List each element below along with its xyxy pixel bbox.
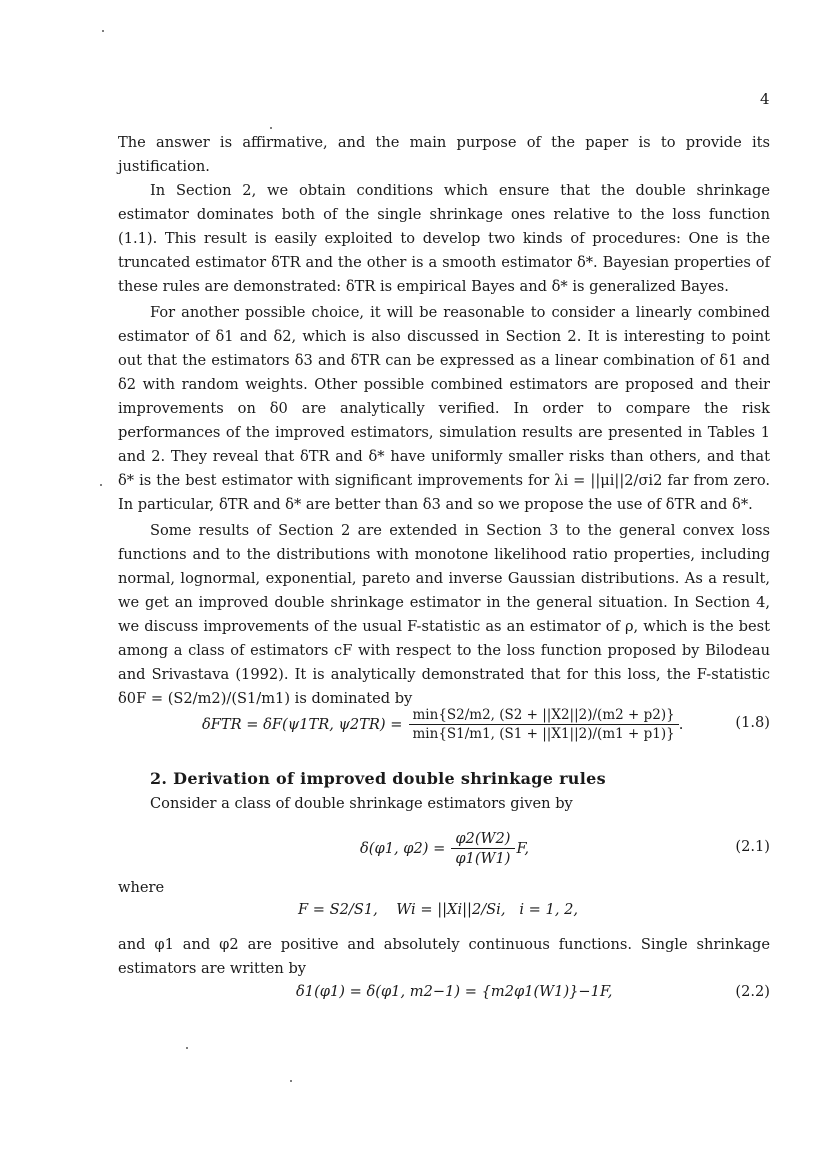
eq-1-8-fraction xyxy=(409,707,679,742)
eq-1-8-numerator: min{S2/m2, (S2 + ||X2||2)/(m2 + p2)} xyxy=(409,707,679,725)
eq-2-1-denominator: φ1(W1) xyxy=(455,849,511,867)
where-equation-text: F = S2/S1, Wi = ||Xi||2/Si, i = 1, 2, xyxy=(298,901,579,918)
scan-speck xyxy=(100,484,102,486)
eq-2-2-label: (2.2) xyxy=(735,983,770,1000)
paragraph-2: In Section 2, we obtain conditions which ensure that the double shrinkage estimator dominates both of the single shrinkage ones relative to the loss function (1.1). This result is easily exploited to develop two kinds of procedures: One is the truncated estimator δTR and the other is a smooth estimator δ*. Bayesian properties of these rules are demonstrated: δTR is empirical Bayes and δ* is generalized Bayes. xyxy=(118,182,770,295)
where-text: where xyxy=(118,879,165,896)
paragraph-3: For another possible choice, it will be reasonable to consider a linearly combined estimator of δ1 and δ2, which is also discussed in Section 2. It is interesting to point out that the estimators δ3 and δTR can be expressed as a linear combination of δ1 and δ2 with random weights. Other possible combined estimators are proposed and their improvements on δ0 are analytically verified. In order to compare the risk performances of the improved estimators, simulation results are presented in Tables 1 and 2. They reveal that δTR and δ* have uniformly smaller risks than others, and that δ* is the best estimator with significant improvements for λi = ||μi||2/σi2 far from zero. In particular, δTR and δ* are better than δ3 and so we propose the use of δTR and δ*. xyxy=(118,304,770,513)
paragraph-4: Some results of Section 2 are extended in Section 3 to the general convex loss functions and to the distributions with monotone likelihood ratio properties, including normal, lognormal, exponential, pareto and inverse Gaussian distributions. As a result, we get an improved double shrinkage estimator in the general situation. In Section 4, we discuss improvements of the usual F-statistic as an estimator of ρ, which is the best among a class of estimators cF with respect to the loss function proposed by Bilodeau and Srivastava (1992). It is analytically demonstrated that for this loss, the F-statistic δ0F = (S2/m2)/(S1/m1) is dominated by xyxy=(118,522,770,707)
scan-speck xyxy=(186,1047,188,1049)
section-heading: 2. Derivation of improved double shrinkage rules xyxy=(150,769,606,788)
scan-speck xyxy=(290,1080,292,1082)
eq-2-1-lhs: δ(φ1, φ2) = xyxy=(360,839,446,857)
intro-paragraphs xyxy=(118,131,770,711)
eq-2-1-label: (2.1) xyxy=(735,838,770,855)
equation-2-1 xyxy=(118,824,770,872)
eq-1-8-lhs: δFTR = δF(ψ1TR, ψ2TR) = xyxy=(202,715,403,733)
equation-1-8 xyxy=(118,702,770,746)
eq-2-1-trail: F, xyxy=(516,839,530,857)
eq-1-8-trail: . xyxy=(678,715,684,733)
scan-speck xyxy=(270,127,272,129)
eq-1-8-denominator: min{S1/m1, (S1 + ||X1||2)/(m1 + p1)} xyxy=(412,725,675,742)
eq-2-2-text: δ1(φ1) = δ(φ1, m2−1) = {m2φ1(W1)}−1F, xyxy=(296,983,613,1000)
eq-2-1-fraction xyxy=(451,830,514,867)
eq-1-8-label: (1.8) xyxy=(735,714,770,731)
after-where-text: and φ1 and φ2 are positive and absolutely continuous functions. Single shrinkage estimators are written by xyxy=(118,936,770,977)
page-number: 4 xyxy=(760,90,770,108)
paragraph-1: The answer is affirmative, and the main purpose of the paper is to provide its justification. xyxy=(118,134,770,175)
eq-2-1-numerator: φ2(W2) xyxy=(451,830,514,849)
scan-speck xyxy=(102,30,104,32)
section-intro: Consider a class of double shrinkage estimators given by xyxy=(150,795,573,812)
